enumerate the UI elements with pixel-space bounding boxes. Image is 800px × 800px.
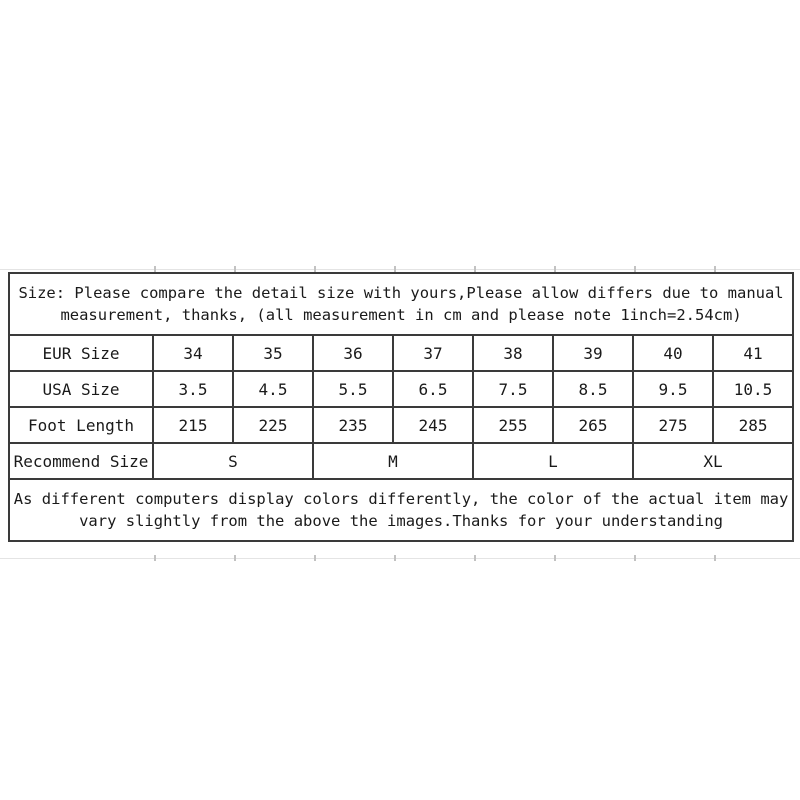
gridline-tick: [234, 555, 236, 561]
eur-size-row: [9, 335, 793, 371]
gridline-tick: [154, 555, 156, 561]
table-cell: 3.5: [153, 371, 233, 407]
table-cell: 245: [393, 407, 473, 443]
table-cell: M: [313, 443, 473, 479]
table-cell: 38: [473, 335, 553, 371]
table-cell: 265: [553, 407, 633, 443]
color-note-cell: [9, 479, 793, 541]
table-cell: 215: [153, 407, 233, 443]
table-cell: 7.5: [473, 371, 553, 407]
color-note-line1: As different computers display colors differently, the color of the actual item may: [13, 490, 789, 508]
table-cell: 9.5: [633, 371, 713, 407]
size-note-line1: Size: Please compare the detail size with yours,Please allow differs due to manual: [18, 284, 784, 302]
table-cell: 285: [713, 407, 793, 443]
table-cell: 40: [633, 335, 713, 371]
table-cell: 34: [153, 335, 233, 371]
gridline-tick: [714, 555, 716, 561]
row-label-eur-size: EUR Size: [9, 335, 153, 371]
table-cell: 37: [393, 335, 473, 371]
gridline-tick: [314, 555, 316, 561]
table-cell: XL: [633, 443, 793, 479]
table-cell: L: [473, 443, 633, 479]
usa-size-row: [9, 371, 793, 407]
table-cell: 5.5: [313, 371, 393, 407]
table-cell: 255: [473, 407, 553, 443]
row-label-foot-length: Foot Length: [9, 407, 153, 443]
table-cell: 35: [233, 335, 313, 371]
row-label-recommend-size: Recommend Size: [9, 443, 153, 479]
table-cell: 41: [713, 335, 793, 371]
table-cell: 275: [633, 407, 713, 443]
size-chart-table: [8, 272, 794, 542]
table-cell: 4.5: [233, 371, 313, 407]
table-cell: 225: [233, 407, 313, 443]
row-label-usa-size: USA Size: [9, 371, 153, 407]
color-note-row: [9, 479, 793, 541]
table-cell: 235: [313, 407, 393, 443]
size-note-line2: measurement, thanks, (all measurement in cm and please note 1inch=2.54cm): [60, 306, 742, 324]
table-cell: 36: [313, 335, 393, 371]
recommend-size-row: [9, 443, 793, 479]
table-cell: 10.5: [713, 371, 793, 407]
gridline-tick: [634, 555, 636, 561]
table-cell: 8.5: [553, 371, 633, 407]
table-cell: 6.5: [393, 371, 473, 407]
size-note-cell: [9, 273, 793, 335]
table-cell: 39: [553, 335, 633, 371]
gridline-tick: [394, 555, 396, 561]
foot-length-row: [9, 407, 793, 443]
size-note-row: [9, 273, 793, 335]
gridline-tick: [474, 555, 476, 561]
color-note-line2: vary slightly from the above the images.Thanks for your understanding: [79, 512, 723, 530]
gridline-bottom: [0, 558, 800, 559]
gridline-tick: [554, 555, 556, 561]
gridline-top: [0, 269, 800, 270]
table-cell: S: [153, 443, 313, 479]
